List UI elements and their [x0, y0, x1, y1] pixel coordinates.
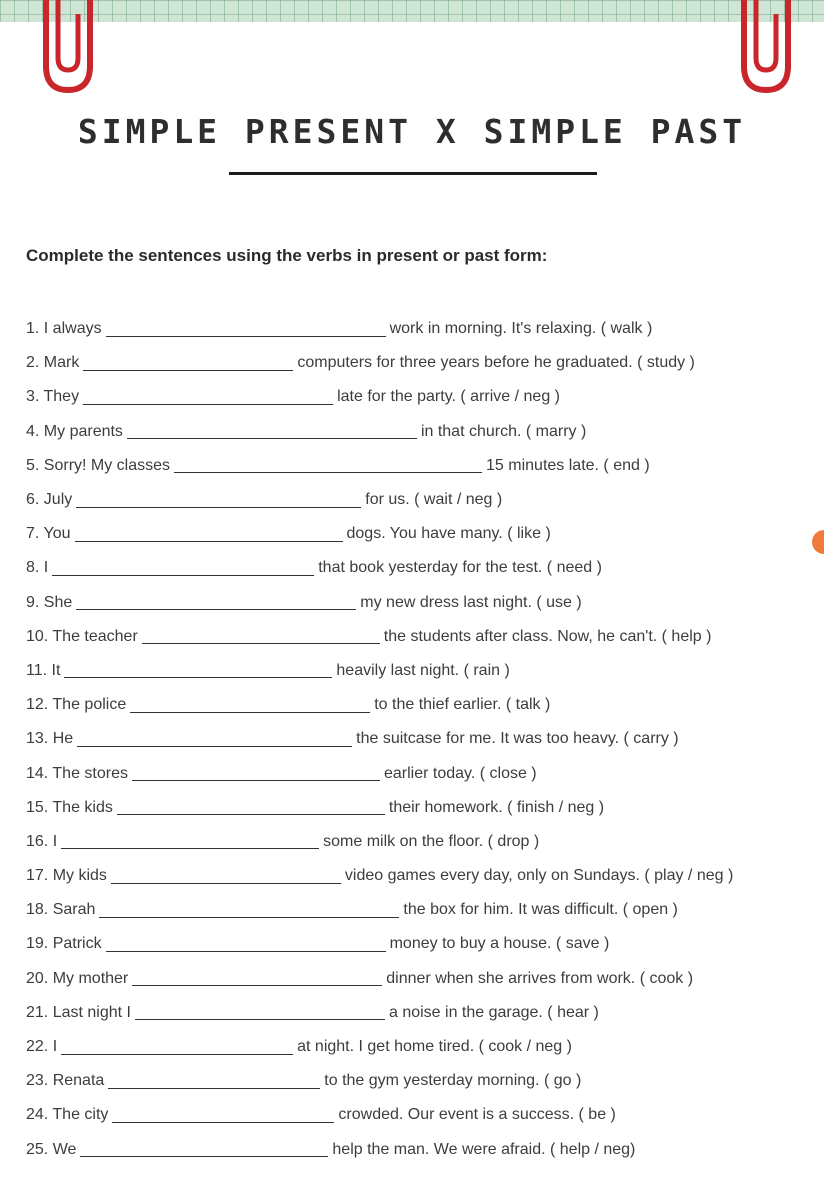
sentence-item [26, 1030, 733, 1064]
sentence-item [26, 654, 733, 688]
sentence-item [26, 483, 733, 517]
sentence-before-text: 22. I [26, 1038, 58, 1056]
sentence-before-text: 18. Sarah [26, 901, 96, 919]
answer-blank[interactable] [117, 800, 385, 815]
sentence-item [26, 722, 733, 756]
sentence-item [26, 586, 733, 620]
answer-blank[interactable] [76, 595, 356, 610]
sentence-after-text: the students after class. Now, he can't. ( help ) [383, 627, 712, 645]
answer-blank[interactable] [108, 1074, 320, 1089]
sentence-after-text: help the man. We were afraid. ( help / neg) [332, 1140, 636, 1158]
answer-blank[interactable] [83, 390, 333, 405]
answer-blank[interactable] [61, 834, 319, 849]
sentence-item [26, 1098, 733, 1132]
sentence-before-text: 4. My parents [26, 422, 123, 440]
sentence-before-text: 16. I [26, 832, 58, 850]
sentence-before-text: 20. My mother [26, 969, 129, 987]
sentence-before-text: 2. Mark [26, 354, 80, 372]
sentence-item [26, 962, 733, 996]
sentence-before-text: 13. He [26, 730, 74, 748]
worksheet-instruction: Complete the sentences using the verbs in present or past form: [26, 246, 548, 265]
sentence-after-text: at night. I get home tired. ( cook / neg ) [297, 1038, 572, 1056]
sentence-item [26, 415, 733, 449]
sentence-item [26, 791, 733, 825]
sentence-item [26, 756, 733, 790]
answer-blank[interactable] [76, 493, 361, 508]
answer-blank[interactable] [99, 903, 399, 918]
paperclip-left-icon [38, 0, 98, 100]
sentence-before-text: 17. My kids [26, 867, 107, 885]
sentence-after-text: money to buy a house. ( save ) [389, 935, 610, 953]
sentence-after-text: dogs. You have many. ( like ) [346, 525, 551, 543]
sentence-item [26, 312, 733, 346]
sentence-after-text: some milk on the floor. ( drop ) [323, 832, 540, 850]
answer-blank[interactable] [83, 356, 293, 371]
answer-blank[interactable] [80, 1142, 328, 1157]
answer-blank[interactable] [106, 322, 386, 337]
answer-blank[interactable] [111, 869, 341, 884]
sentence-before-text: 19. Patrick [26, 935, 102, 953]
sentence-after-text: to the thief earlier. ( talk ) [374, 696, 551, 714]
sentence-item [26, 893, 733, 927]
answer-blank[interactable] [132, 766, 380, 781]
sentence-before-text: 7. You [26, 525, 71, 543]
sentence-before-text: 1. I always [26, 320, 102, 338]
sentence-before-text: 9. She [26, 593, 73, 611]
sentence-after-text: heavily last night. ( rain ) [336, 661, 510, 679]
sentence-after-text: computers for three years before he graduated. ( study ) [297, 354, 695, 372]
sentence-before-text: 23. Renata [26, 1072, 105, 1090]
sentence-item [26, 551, 733, 585]
answer-blank[interactable] [64, 663, 332, 678]
answer-blank[interactable] [135, 1005, 385, 1020]
orange-dot [812, 530, 824, 554]
sentence-before-text: 10. The teacher [26, 627, 138, 645]
sentence-before-text: 14. The stores [26, 764, 128, 782]
answer-blank[interactable] [174, 458, 482, 473]
answer-blank[interactable] [142, 629, 380, 644]
sentence-before-text: 15. The kids [26, 798, 113, 816]
sentence-before-text: 24. The city [26, 1106, 109, 1124]
sentence-before-text: 11. It [26, 661, 61, 679]
answer-blank[interactable] [77, 732, 352, 747]
sentence-before-text: 12. The police [26, 696, 127, 714]
answer-blank[interactable] [132, 971, 382, 986]
title-underline [229, 172, 597, 175]
sentence-before-text: 25. We [26, 1140, 77, 1158]
sentence-item [26, 620, 733, 654]
sentence-after-text: a noise in the garage. ( hear ) [388, 1003, 599, 1021]
sentence-item [26, 927, 733, 961]
sentence-item [26, 449, 733, 483]
sentence-item [26, 346, 733, 380]
answer-blank[interactable] [52, 561, 314, 576]
sentence-item [26, 859, 733, 893]
sentence-after-text: late for the party. ( arrive / neg ) [337, 388, 560, 406]
sentence-item [26, 688, 733, 722]
sentence-after-text: my new dress last night. ( use ) [360, 593, 582, 611]
sentence-after-text: the box for him. It was difficult. ( open ) [403, 901, 678, 919]
sentence-list [26, 312, 733, 1167]
sentence-after-text: video games every day, only on Sundays. ( play / neg ) [344, 867, 734, 885]
sentence-before-text: 8. I [26, 559, 49, 577]
paperclip-right-icon [736, 0, 796, 100]
sentence-after-text: to the gym yesterday morning. ( go ) [324, 1072, 582, 1090]
sentence-before-text: 6. July [26, 491, 73, 509]
sentence-after-text: earlier today. ( close ) [383, 764, 537, 782]
worksheet-title: SIMPLE PRESENT X SIMPLE PAST [77, 112, 747, 151]
sentence-after-text: crowded. Our event is a success. ( be ) [338, 1106, 616, 1124]
answer-blank[interactable] [130, 698, 370, 713]
answer-blank[interactable] [61, 1040, 293, 1055]
sentence-item [26, 380, 733, 414]
answer-blank[interactable] [75, 527, 343, 542]
sentence-before-text: 3. They [26, 388, 80, 406]
sentence-after-text: for us. ( wait / neg ) [365, 491, 503, 509]
sentence-before-text: 21. Last night I [26, 1003, 131, 1021]
sentence-after-text: in that church. ( marry ) [420, 422, 587, 440]
sentence-after-text: that book yesterday for the test. ( need ) [318, 559, 602, 577]
sentence-after-text: the suitcase for me. It was too heavy. ( carry ) [356, 730, 679, 748]
sentence-after-text: dinner when she arrives from work. ( cook ) [386, 969, 694, 987]
answer-blank[interactable] [127, 424, 417, 439]
sentence-after-text: 15 minutes late. ( end ) [486, 456, 650, 474]
sentence-item [26, 996, 733, 1030]
sentence-before-text: 5. Sorry! My classes [26, 456, 171, 474]
sentence-item [26, 517, 733, 551]
sentence-after-text: their homework. ( finish / neg ) [388, 798, 605, 816]
sentence-item [26, 825, 733, 859]
sentence-after-text: work in morning. It's relaxing. ( walk ) [389, 320, 653, 338]
answer-blank[interactable] [106, 937, 386, 952]
answer-blank[interactable] [112, 1108, 334, 1123]
grid-paper-strip [0, 0, 824, 22]
sentence-item [26, 1064, 733, 1098]
sentence-item [26, 1133, 733, 1167]
